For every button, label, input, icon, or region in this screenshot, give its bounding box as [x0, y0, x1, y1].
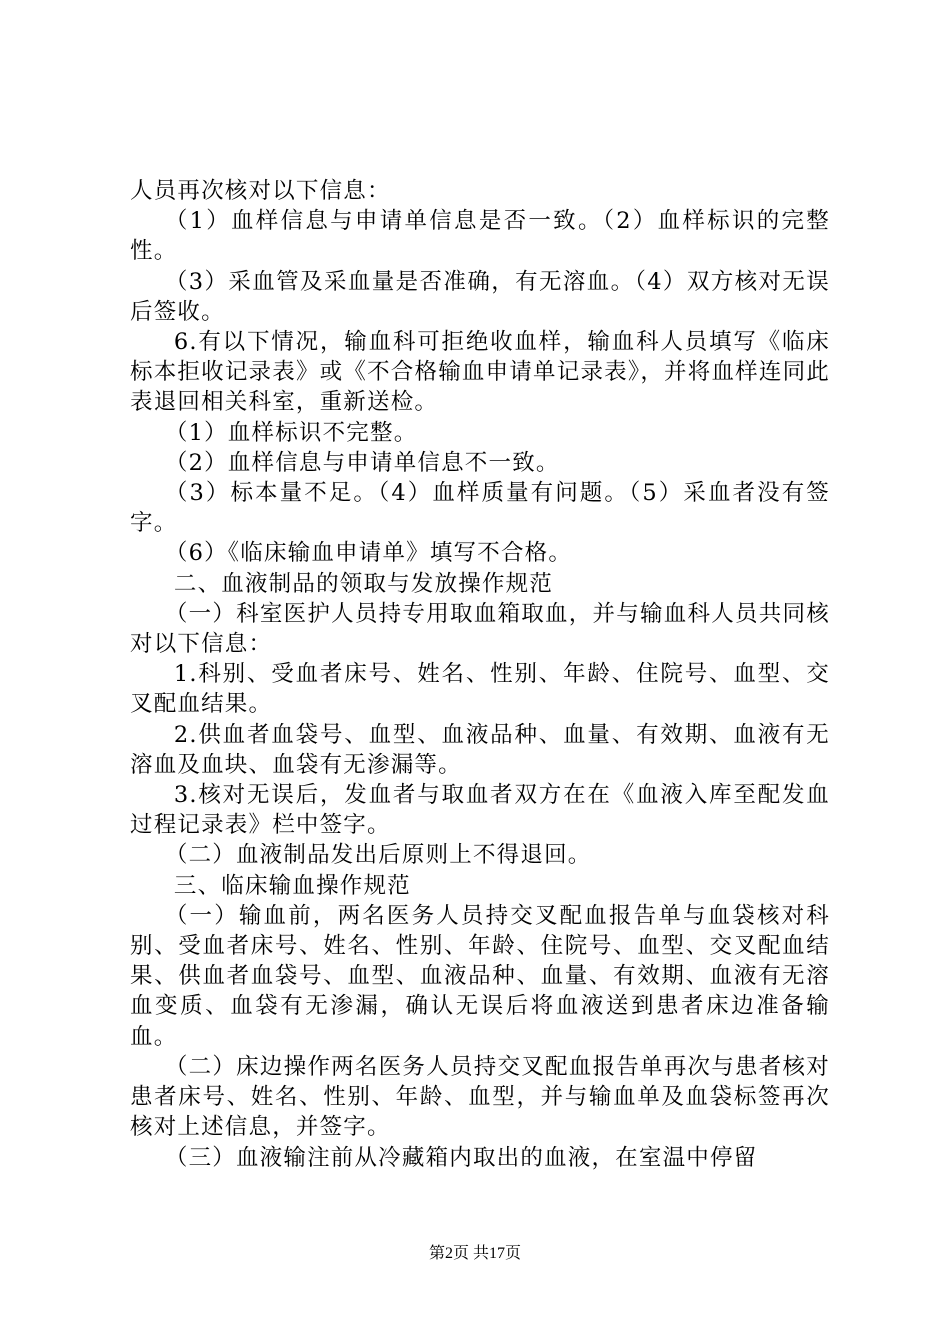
- paragraph: （2）血样信息与申请单信息不一致。: [164, 449, 560, 476]
- section-heading: 二、血液制品的领取与发放操作规范: [173, 570, 554, 597]
- paragraph: （3）标本量不足。（4）血样质量有问题。（5）采血者没有签字。: [130, 480, 830, 537]
- paragraph: （1）血样标识不完整。: [164, 419, 418, 446]
- paragraph: （二）血液制品发出后原则上不得退回。: [164, 842, 592, 869]
- paragraph: （一）输血前，两名医务人员持交叉配血报告单与血袋核对科别、受血者床号、姓名、性别、年龄、住院号、血型、交叉配血结果、供血者血袋号、血型、血液品种、血量、有效期、血液有无溶血变质、血袋有无渗漏，确认无误后将血液送到患者床边准备输血。: [130, 902, 830, 1050]
- paragraph: 6.有以下情况，输血科可拒绝收血样，输血科人员填写《临床标本拒收记录表》或《不合格输血申请单记录表》，并将血样连同此表退回相关科室，重新送检。: [130, 329, 830, 416]
- paragraph: （一）科室医护人员持专用取血箱取血，并与输血科人员共同核对以下信息：: [130, 600, 830, 658]
- page-number-footer: 第2页 共17页: [428, 1245, 521, 1262]
- paragraph: 1.科别、受血者床号、姓名、性别、年龄、住院号、血型、交叉配血结果。: [130, 661, 830, 718]
- paragraph: 人员再次核对以下信息：: [130, 178, 391, 204]
- paragraph: 2.供血者血袋号、血型、血液品种、血量、有效期、血液有无溶血及血块、血袋有无渗漏等。: [130, 721, 830, 778]
- paragraph: 3.核对无误后，发血者与取血者双方在在《血液入库至配发血过程记录表》栏中签字。: [130, 782, 830, 839]
- section-heading: 三、临床输血操作规范: [173, 872, 411, 899]
- paragraph: （三）血液输注前从冷藏箱内取出的血液，在室温中停留: [164, 1144, 758, 1171]
- paragraph: （6）《临床输血申请单》填写不合格。: [164, 540, 573, 567]
- paragraph: （3）采血管及采血量是否准确，有无溶血。（4）双方核对无误后签收。: [130, 268, 830, 325]
- paragraph: （1）血样信息与申请单信息是否一致。（2）血样标识的完整性。: [130, 208, 830, 265]
- paragraph: （二）床边操作两名医务人员持交叉配血报告单再次与患者核对患者床号、姓名、性别、年龄、血型，并与输血单及血袋标签再次核对上述信息，并签字。: [130, 1053, 830, 1141]
- document-body: [130, 176, 830, 1173]
